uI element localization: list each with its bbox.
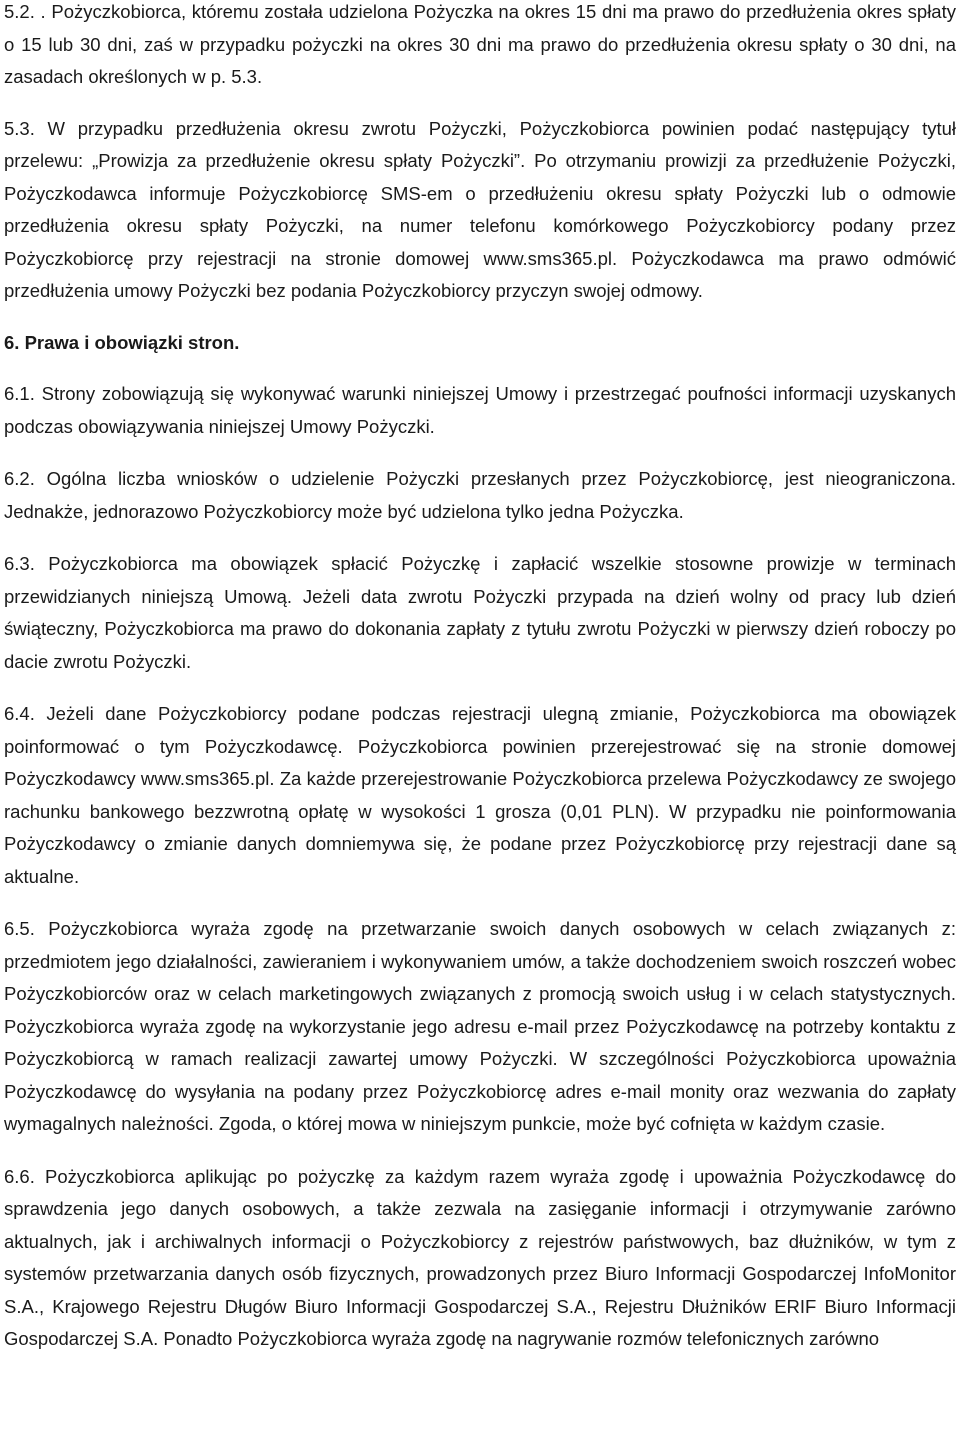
paragraph-6-4: 6.4. Jeżeli dane Pożyczkobiorcy podane podczas rejestracji ulegną zmianie, Pożyczkobiorca ma obowiązek poinformować o tym Pożyczkodawcę. Pożyczkobiorca powinien przerejestrować się na stronie domowej Pożyczkodawcy www.sms365.pl. Za każde przerejestrowanie Pożyczkobiorca przelewa Pożyczkodawcy ze swojego rachunku bankowego bezzwrotną opłatę w wysokości 1 grosza (0,01 PLN). W przypadku nie poinformowania Pożyczkodawcy o zmianie danych domniemywa się, że podane przez Pożyczkobiorcę przy rejestracji dane są aktualne. — [4, 703, 956, 887]
paragraph-6-1: 6.1. Strony zobowiązują się wykonywać warunki niniejszej Umowy i przestrzegać poufności informacji uzyskanych podczas obowiązywania niniejszej Umowy Pożyczki. — [4, 383, 956, 437]
paragraph-6-6: 6.6. Pożyczkobiorca aplikując po pożyczkę za każdym razem wyraża zgodę i upoważnia Pożyczkodawcę do sprawdzenia jego danych osobowych, a także zezwala na zasięganie informacji i otrzymywanie zarówno aktualnych, jak i archiwalnych informacji o Pożyczkobiorcy z rejestrów państwowych, baz dłużników, w tym z systemów przetwarzania danych osób fizycznych, prowadzonych przez Biuro Informacji Gospodarczej InfoMonitor S.A., Krajowego Rejestru Długów Biuro Informacji Gospodarczej S.A., Rejestru Dłużników ERIF Biuro Informacji Gospodarczej S.A. Ponadto Pożyczkobiorca wyraża zgodę na nagrywanie rozmów telefonicznych zarówno — [4, 1165, 956, 1349]
document-page — [4, 0, 956, 1356]
paragraph-6-3: 6.3. Pożyczkobiorca ma obowiązek spłacić Pożyczkę i zapłacić wszelkie stosowne prowizje w terminach przewidzianych niniejszą Umową. Jeżeli data zwrotu Pożyczki przypada na dzień wolny od pracy lub dzień świąteczny, Pożyczkobiorca ma prawo do dokonania zapłaty z tytułu zwrotu Pożyczki w pierwszy dzień roboczy po dacie zwrotu Pożyczki. — [4, 553, 956, 672]
paragraph-6-2: 6.2. Ogólna liczba wniosków o udzielenie Pożyczki przesłanych przez Pożyczkobiorcę, jest nieograniczona. Jednakże, jednorazowo Pożyczkobiorcy może być udzielona tylko jedna Pożyczka. — [4, 468, 956, 522]
paragraph-5-2: 5.2. . Pożyczkobiorca, któremu została udzielona Pożyczka na okres 15 dni ma prawo do przedłużenia okres spłaty o 15 lub 30 dni, zaś w przypadku pożyczki na okres 30 dni ma prawo do przedłużenia okresu spłaty o 30 dni, na zasadach określonych w p. 5.3. — [4, 1, 956, 87]
section-heading-6: 6. Prawa i obowiązki stron. — [4, 331, 240, 353]
paragraph-5-3: 5.3. W przypadku przedłużenia okresu zwrotu Pożyczki, Pożyczkobiorca powinien podać następujący tytuł przelewu: „Prowizja za przedłużenie okresu spłaty Pożyczki”. Po otrzymaniu prowizji za przedłużenie Pożyczki, Pożyczkodawca informuje Pożyczkobiorcę SMS-em o przedłużeniu okresu spłaty Pożyczki lub o odmowie przedłużenia okresu spłaty Pożyczki, na numer telefonu komórkowego Pożyczkobiorcy podany przez Pożyczkobiorcę przy rejestracji na stronie domowej www.sms365.pl. Pożyczkodawca ma prawo odmówić przedłużenia umowy Pożyczki bez podania Pożyczkobiorcy przyczyn swojej odmowy. — [4, 117, 956, 301]
paragraph-6-5: 6.5. Pożyczkobiorca wyraża zgodę na przetwarzanie swoich danych osobowych w celach związanych z: przedmiotem jego działalności, zawieraniem i wykonywaniem umów, a także dochodzeniem swoich roszczeń wobec Pożyczkobiorców oraz w celach marketingowych związanych z promocją swoich usług i w celach statystycznych. Pożyczkobiorca wyraża zgodę na wykorzystanie jego adresu e-mail przez Pożyczkodawcę na potrzeby kontaktu z Pożyczkobiorcą w ramach realizacji zawartej umowy Pożyczki. W szczególności Pożyczkobiorca upoważnia Pożyczkodawcę do wysyłania na podany przez Pożyczkobiorcę adres e-mail monity oraz wezwania do zapłaty wymagalnych należności. Zgoda, o której mowa w niniejszym punkcie, może być cofnięta w każdym czasie. — [4, 918, 956, 1134]
